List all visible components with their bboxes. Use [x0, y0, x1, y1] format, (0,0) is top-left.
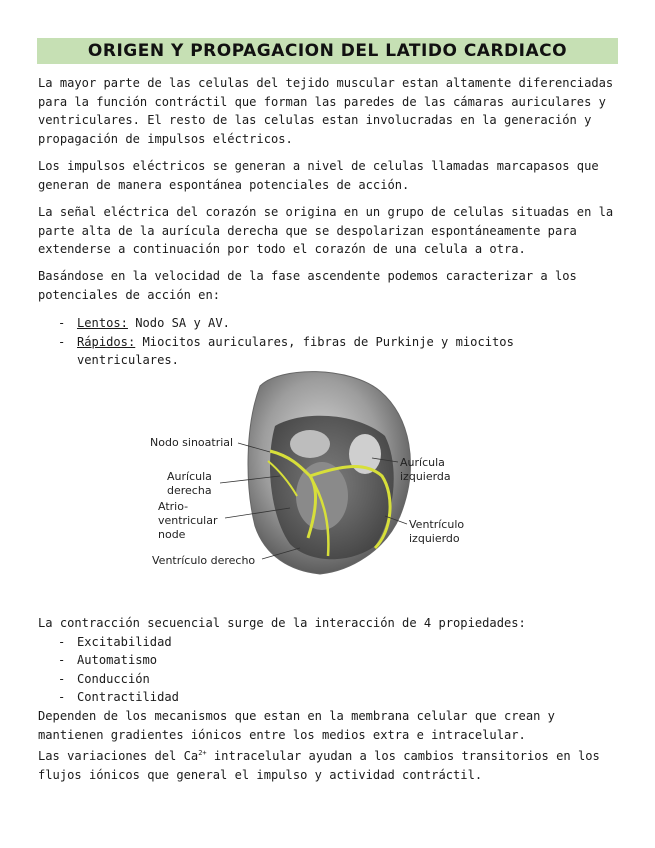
list-dash: -	[58, 671, 66, 686]
fast-term: Rápidos:	[77, 334, 136, 349]
paragraph-action-potentials: Basándose en la velocidad de la fase ascendente podemos caracterizar a los potenciales de acción en:	[38, 269, 577, 302]
slow-term: Lentos:	[77, 316, 128, 330]
list-item	[58, 670, 179, 688]
calcium-text-after: intracelular ayudan a los cambios transitorios en los flujos iónicos que general el impulso y actividad contráctil.	[38, 749, 600, 782]
fast-text: Miocitos auriculares, fibras de Purkinje y miocitos ventriculares.	[77, 334, 514, 368]
label-right-atrium-line2: derecha	[167, 484, 212, 497]
slow-text: Nodo SA y AV.	[127, 316, 230, 330]
list-item	[58, 651, 179, 669]
list-item	[58, 633, 179, 651]
list-dash: -	[58, 653, 66, 668]
list-dash: -	[58, 635, 66, 649]
paragraph-properties-intro: La contracción secuencial surge de la interacción de 4 propiedades:	[38, 616, 526, 630]
property-conduction: Conducción	[77, 671, 150, 686]
label-left-atrium-line2: izquierda	[400, 470, 451, 483]
properties-list	[58, 633, 179, 707]
label-av-node-line1: Atrio-	[158, 500, 189, 513]
list-item-fast	[58, 333, 578, 370]
label-sa-node: Nodo sinoatrial	[150, 436, 234, 449]
property-automatism: Automatismo	[77, 653, 158, 668]
title-bar	[37, 38, 618, 64]
paragraph-calcium	[38, 744, 623, 784]
calcium-text-before: Las variaciones del Ca	[38, 749, 199, 763]
label-left-ventricle-line2: izquierdo	[409, 532, 460, 545]
label-right-atrium-line1: Aurícula	[167, 470, 212, 483]
calcium-superscript: 2+	[198, 749, 207, 757]
label-left-atrium-line1: Aurícula	[400, 456, 445, 469]
list-dash: -	[58, 334, 66, 349]
page-title: ORIGEN Y PROPAGACION DEL LATIDO CARDIACO	[87, 41, 568, 61]
label-right-ventricle: Ventrículo derecho	[152, 554, 256, 567]
speed-list	[58, 314, 578, 370]
label-av-node-line3: node	[158, 528, 186, 541]
property-excitability: Excitabilidad	[77, 635, 172, 649]
list-item-slow	[58, 314, 578, 333]
paragraph-mechanisms: Dependen de los mecanismos que estan en la membrana celular que crean y mantienen gradientes iónicos entre los medios extra e intracelular.	[38, 709, 555, 742]
heart-illustration	[248, 372, 410, 574]
list-dash: -	[58, 690, 66, 705]
list-dash: -	[58, 316, 66, 330]
label-av-node-line2: ventricular	[158, 514, 218, 527]
heart-conduction-figure	[150, 366, 480, 576]
property-contractility: Contractilidad	[77, 690, 179, 705]
paragraph-signal-origin: La señal eléctrica del corazón se origina en un grupo de celulas situadas en la parte alta de la aurícula derecha que se despolarizan espontáneamente para extenderse a continuación por todo el corazón de una celula a otra.	[38, 205, 614, 257]
paragraph-cell-types: La mayor parte de las celulas del tejido muscular estan altamente diferenciadas para la función contráctil que forman las paredes de las cámaras auriculares y ventriculares. El resto de las celulas estan involucradas en la generación y propagación de impulsos eléctricos.	[38, 76, 614, 147]
paragraph-pacemaker: Los impulsos eléctricos se generan a nivel de celulas llamadas marcapasos que generan de manera espontánea potenciales de acción.	[38, 159, 599, 192]
list-item	[58, 688, 179, 706]
label-left-ventricle-line1: Ventrículo	[409, 518, 465, 531]
